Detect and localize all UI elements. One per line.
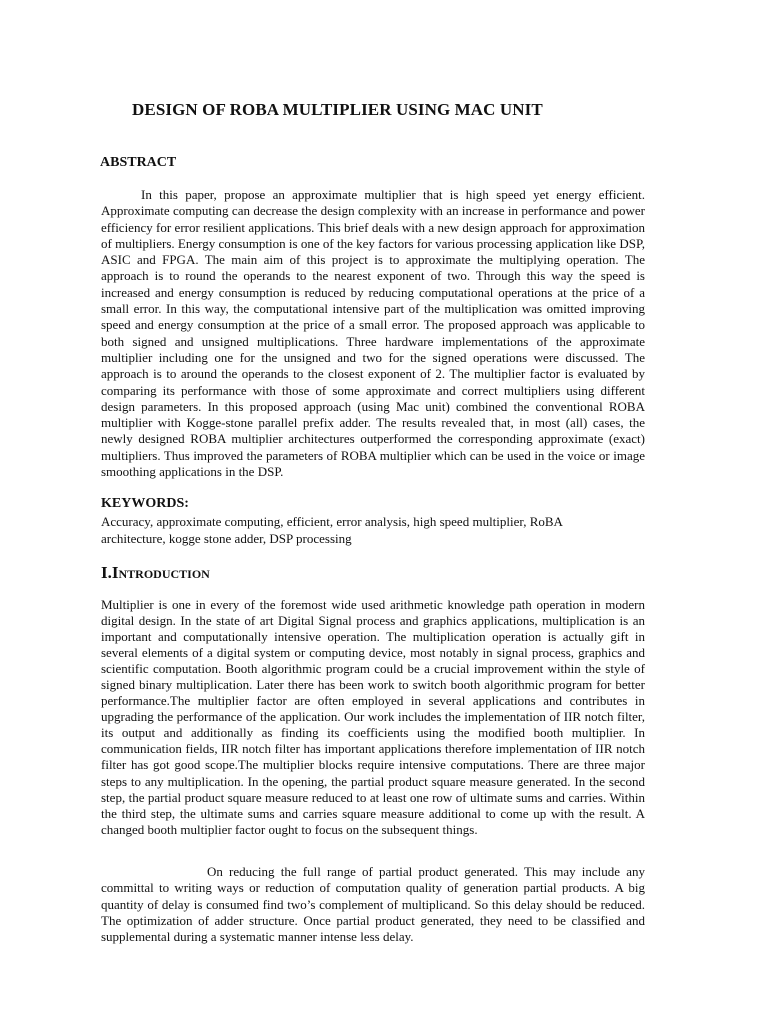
abstract-heading: ABSTRACT (100, 155, 177, 170)
introduction-paragraph-2: On reducing the full range of partial product generated. This may include any committal to writing ways or reduction of computation quality of generation partial products. A big quantity of delay is consumed find two’s complement of multiplicand. So this delay should be reduced. The optimization of adder structure. Once partial product generated, they need to be classified and supplemental during a systematic manner intense less delay. (101, 864, 645, 945)
introduction-paragraph-1: Multiplier is one in every of the foremost wide used arithmetic knowledge path operation in modern digital design. In the state of art Digital Signal process and graphics applications, multiplication is an important and computationally intensive operation. The multiplication operation is actually gift in several elements of a digital system or computing device, most notably in signal process, graphics and scientific computation. Booth algorithmic program could be a crucial improvement within the style of signed binary multiplication. Later there has been work to switch booth algorithmic program for better performance.The multiplier factor are often employed in several applications and contributes in upgrading the performance of the application. Our work includes the implementation of IIR notch filter, its output and additionally as finding its coefficients using the modified booth multiplier. In communication fields, IIR notch filter has important applications therefore implementation of IIR notch filter has got good scope.The multiplier blocks require intensive computations. There are three major steps to any multiplication. In the opening, the partial product square measure generated. In the second step, the partial product square measure reduced to at least one row of ultimate sums and carries. Within the third step, the ultimate sums and carries square measure additional to come up with the result. A changed booth multiplier factor ought to focus on the subsequent things. (101, 597, 645, 837)
keywords-body: Accuracy, approximate computing, efficient, error analysis, high speed multiplier, RoBA architecture, kogge stone adder, DSP processing (101, 514, 563, 546)
introduction-heading: I.Introduction (101, 563, 210, 582)
abstract-body: In this paper, propose an approximate multiplier that is high speed yet energy efficient. Approximate computing can decrease the design complexity with an increase in performance and power efficiency for error resilient applications. This brief deals with a new design approach for approximation of multipliers. Energy consumption is one of the key factors for various processing application like DSP, ASIC and FPGA. The main aim of this project is to approximate the multiplying operation. The approach is to round the operands to the nearest exponent of two. Through this way the speed is increased and energy consumption is reduced by reducing computational operations at the price of a small error. In this way, the computational intensive part of the multiplication was omitted improving speed and energy consumption at the price of a small error. The proposed approach was applicable to both signed and unsigned multiplications. Three hardware implementations of the approximate multiplier including one for the unsigned and two for the signed operations were discussed. The approach is to around the operands to the closest exponent of 2. The multiplier factor is evaluated by comparing its performance with those of some approximate and correct multipliers using different design parameters. In this proposed approach (using Mac unit) combined the conventional ROBA multiplier with Kogge-stone parallel prefix adder. The results revealed that, in most (all) cases, the newly designed ROBA multiplier architectures outperformed the corresponding approximate (exact) multipliers. Thus improved the parameters of ROBA multiplier which can be used in the voice or image smoothing applications in the DSP. (101, 187, 645, 480)
paper-title: DESIGN OF ROBA MULTIPLIER USING MAC UNIT (132, 100, 543, 119)
keywords-heading: KEYWORDS: (101, 496, 189, 511)
